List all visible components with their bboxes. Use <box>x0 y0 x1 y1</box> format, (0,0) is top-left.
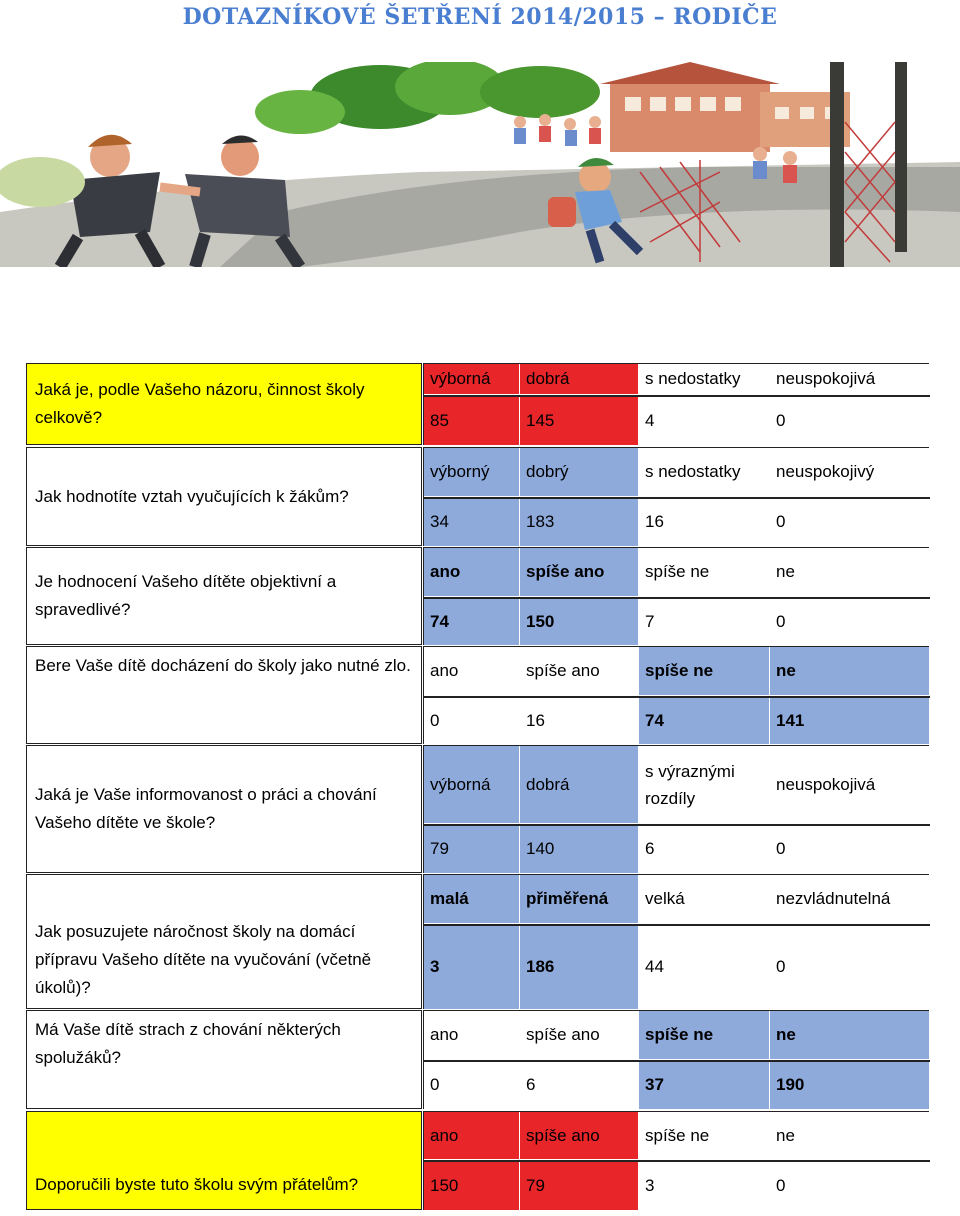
option-label: s výraznými rozdíly <box>639 746 770 824</box>
option-label: spíše ano <box>520 647 639 696</box>
response-count: 6 <box>639 826 770 873</box>
option-label: dobrý <box>520 448 639 497</box>
option-label: spíše ano <box>520 1011 639 1060</box>
response-count: 74 <box>424 599 520 645</box>
response-count: 79 <box>520 1162 639 1210</box>
answers-2 <box>423 447 929 546</box>
response-count: 0 <box>770 1162 930 1210</box>
response-count: 190 <box>770 1062 930 1109</box>
response-count: 85 <box>424 397 520 445</box>
option-label: dobrá <box>520 364 639 395</box>
option-label: výborná <box>424 364 520 395</box>
response-count: 6 <box>520 1062 639 1109</box>
option-label: spíše ano <box>520 1112 639 1160</box>
response-count: 186 <box>520 926 639 1009</box>
option-label: s nedostatky <box>639 364 770 395</box>
option-label: s nedostatky <box>639 448 770 497</box>
answers-6 <box>423 874 929 1009</box>
response-count: 7 <box>639 599 770 645</box>
row-divider <box>424 696 930 698</box>
response-count: 16 <box>639 499 770 546</box>
option-label: výborná <box>424 746 520 824</box>
response-count: 44 <box>639 926 770 1009</box>
option-label: velká <box>639 875 770 924</box>
option-label: ano <box>424 1112 520 1160</box>
answers-4 <box>423 646 929 744</box>
option-label: výborný <box>424 448 520 497</box>
option-label: ano <box>424 548 520 597</box>
response-count: 145 <box>520 397 639 445</box>
response-count: 0 <box>770 499 930 546</box>
response-count: 150 <box>520 599 639 645</box>
question-5: Jaká je Vaše informovanost o práci a chování Vašeho dítěte ve škole? <box>26 745 422 873</box>
response-count: 0 <box>424 1062 520 1109</box>
response-count: 0 <box>770 599 930 645</box>
response-count: 3 <box>639 1162 770 1210</box>
row-divider <box>424 497 930 499</box>
option-label: spíše ano <box>520 548 639 597</box>
option-label: ne <box>770 548 930 597</box>
option-label: malá <box>424 875 520 924</box>
response-count: 0 <box>770 826 930 873</box>
school-illustration <box>0 62 960 267</box>
response-count: 34 <box>424 499 520 546</box>
option-label: ano <box>424 1011 520 1060</box>
answers-5 <box>423 745 929 873</box>
answers-3 <box>423 547 929 645</box>
response-count: 183 <box>520 499 639 546</box>
option-label: dobrá <box>520 746 639 824</box>
response-count: 37 <box>639 1062 770 1109</box>
option-label: ne <box>770 1011 930 1060</box>
row-divider <box>424 597 930 599</box>
response-count: 79 <box>424 826 520 873</box>
response-count: 141 <box>770 698 930 744</box>
answers-7 <box>423 1010 929 1109</box>
option-label: přiměřená <box>520 875 639 924</box>
response-count: 3 <box>424 926 520 1009</box>
question-7: Má Vaše dítě strach z chování některých spolužáků? <box>26 1010 422 1109</box>
question-8: Doporučili byste tuto školu svým přátelům? <box>26 1111 422 1210</box>
question-4: Bere Vaše dítě docházení do školy jako nutné zlo. <box>26 646 422 744</box>
option-label: neuspokojivá <box>770 746 930 824</box>
option-label: ne <box>770 1112 930 1160</box>
response-count: 0 <box>770 926 930 1009</box>
option-label: spíše ne <box>639 1011 770 1060</box>
option-label: spíše ne <box>639 1112 770 1160</box>
response-count: 16 <box>520 698 639 744</box>
row-divider <box>424 924 930 926</box>
option-label: ne <box>770 647 930 696</box>
question-6: Jak posuzujete náročnost školy na domácí přípravu Vašeho dítěte na vyučování (včetně úkolů)? <box>26 874 422 1009</box>
page-title: DOTAZNÍKOVÉ ŠETŘENÍ 2014/2015 – RODIČE <box>182 4 778 30</box>
answers-8 <box>423 1111 929 1210</box>
option-label: nezvládnutelná <box>770 875 930 924</box>
response-count: 0 <box>424 698 520 744</box>
question-1: Jaká je, podle Vašeho názoru, činnost školy celkově? <box>26 363 422 445</box>
answers-1 <box>423 363 929 445</box>
response-count: 4 <box>639 397 770 445</box>
question-2: Jak hodnotíte vztah vyučujících k žákům? <box>26 447 422 546</box>
option-label: ano <box>424 647 520 696</box>
option-label: spíše ne <box>639 548 770 597</box>
row-divider <box>424 1060 930 1062</box>
response-count: 74 <box>639 698 770 744</box>
row-divider <box>424 1160 930 1162</box>
option-label: spíše ne <box>639 647 770 696</box>
option-label: neuspokojivý <box>770 448 930 497</box>
question-3: Je hodnocení Vašeho dítěte objektivní a spravedlivé? <box>26 547 422 645</box>
row-divider <box>424 824 930 826</box>
option-label: neuspokojivá <box>770 364 930 395</box>
response-count: 0 <box>770 397 930 445</box>
response-count: 140 <box>520 826 639 873</box>
row-divider <box>424 395 930 397</box>
response-count: 150 <box>424 1162 520 1210</box>
